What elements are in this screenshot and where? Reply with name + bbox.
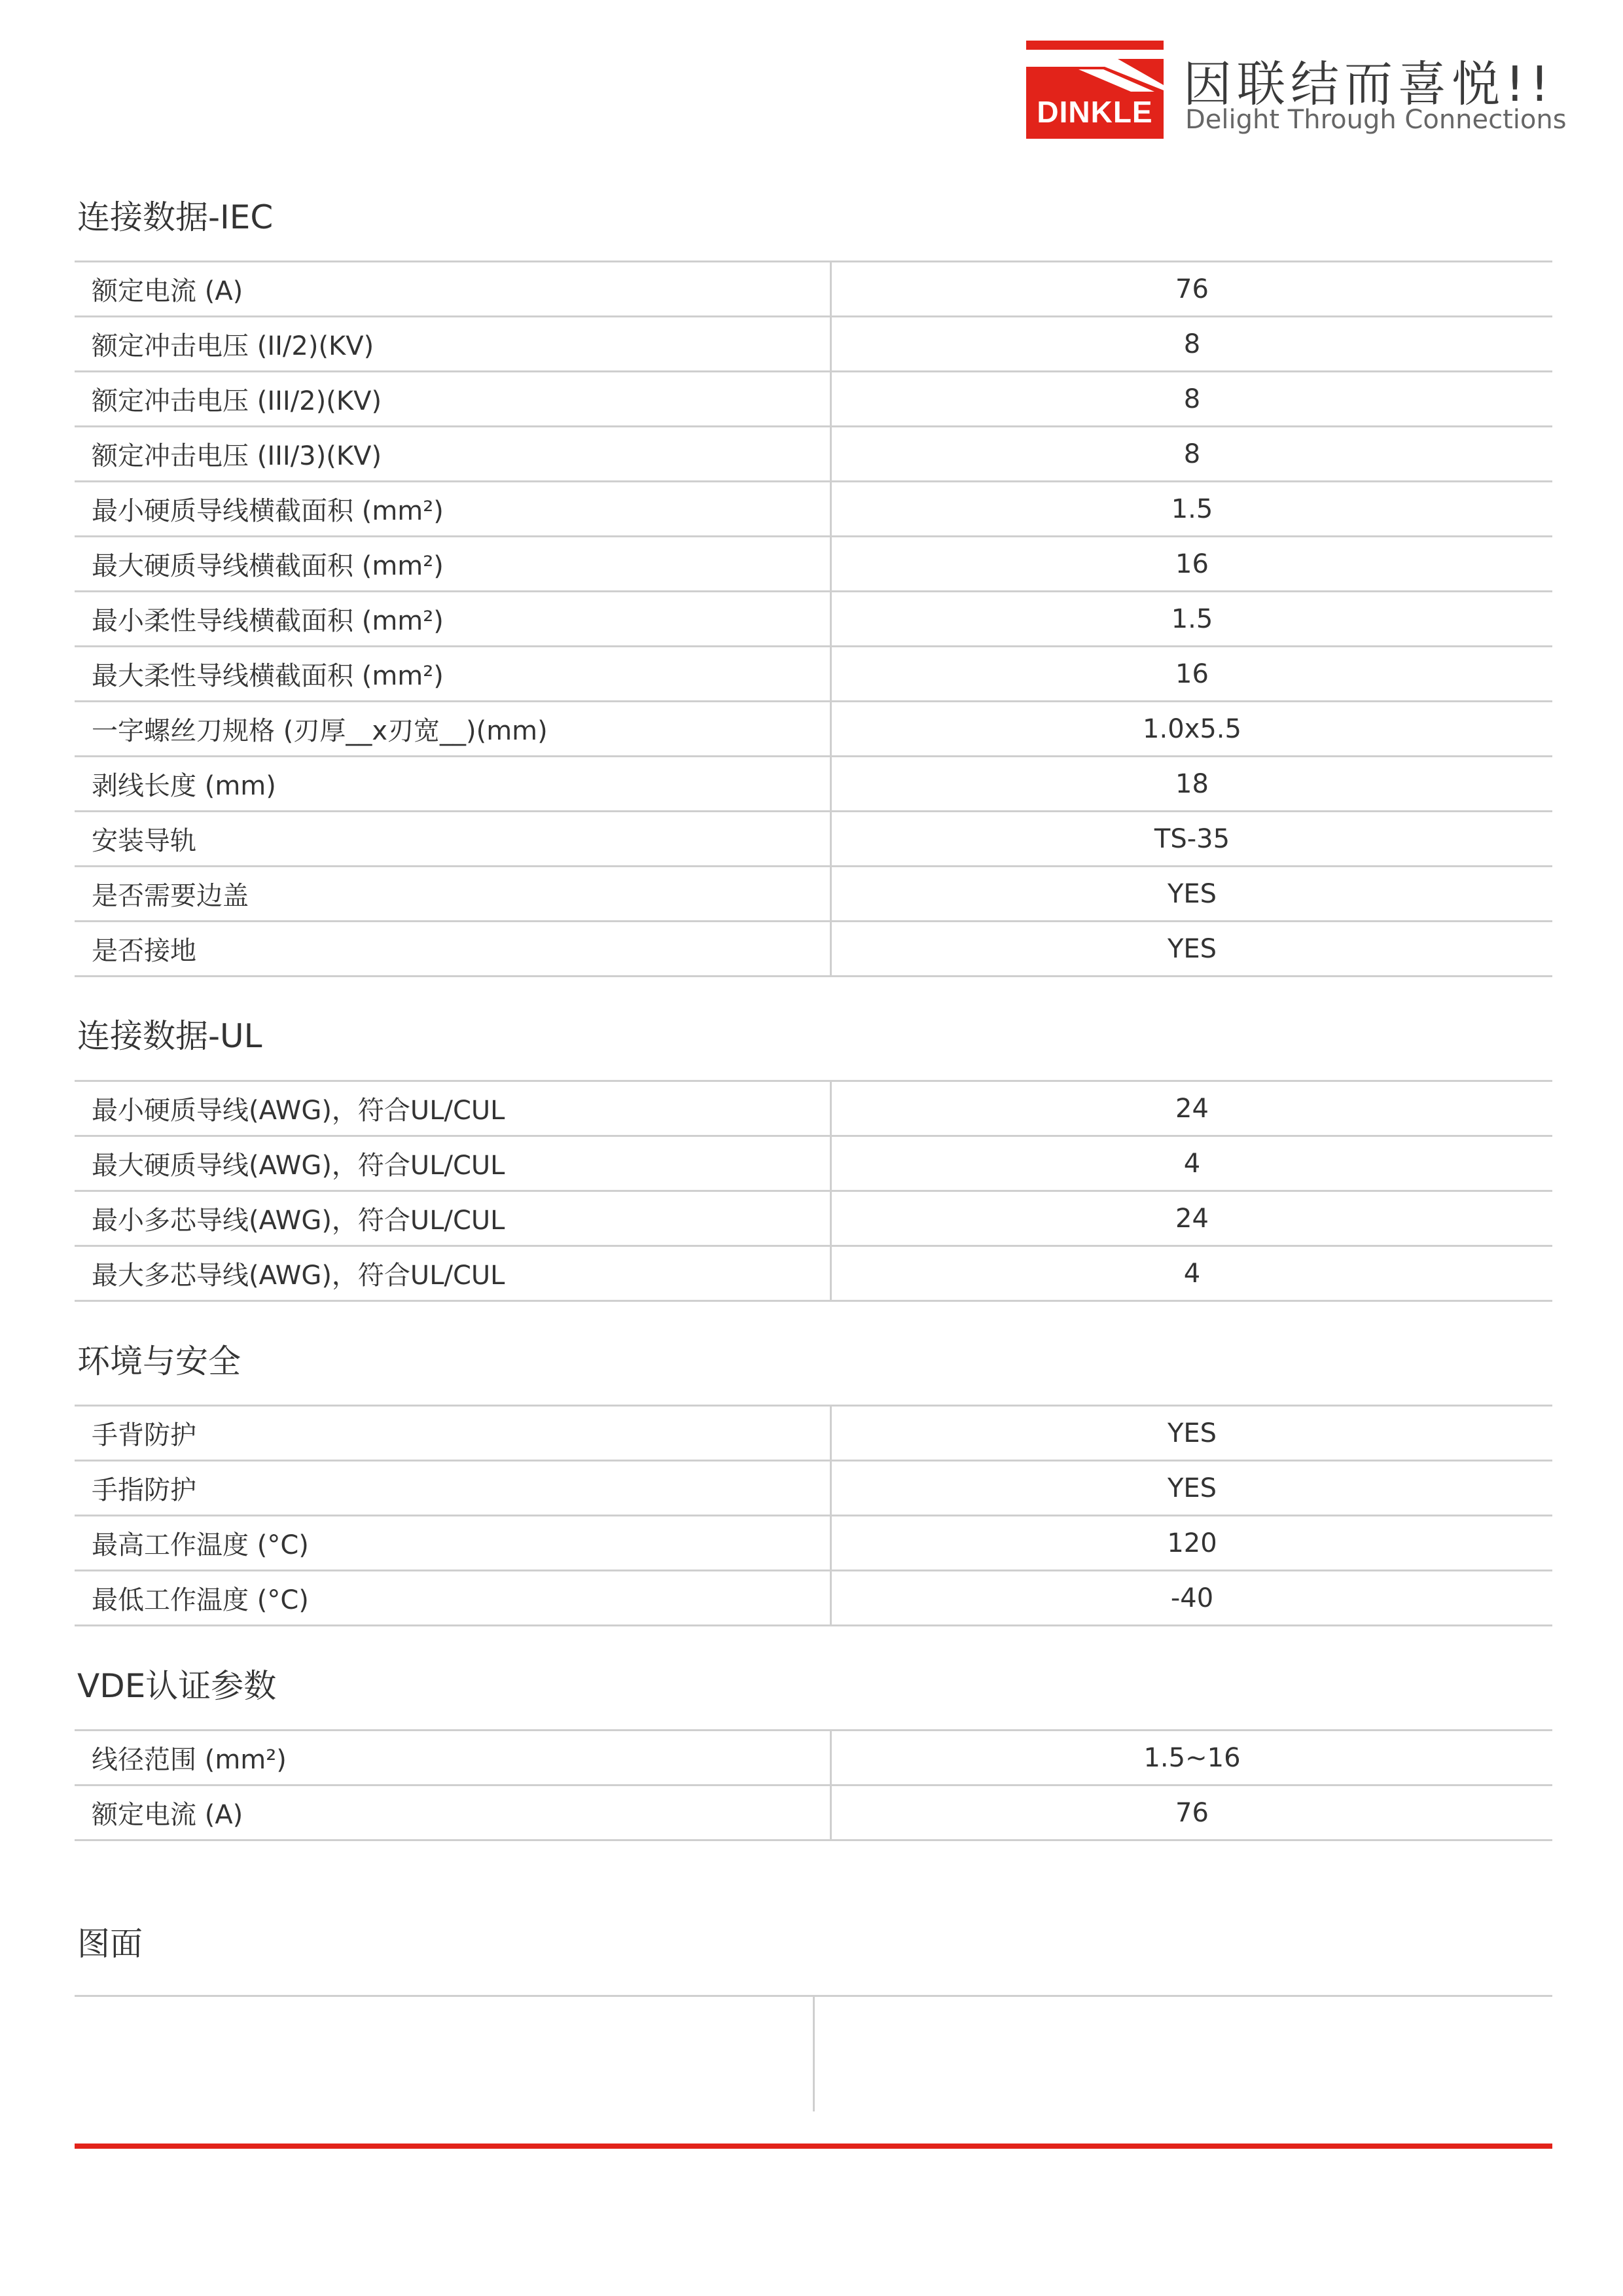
spec-table-vde bbox=[75, 1729, 1552, 1841]
dinkle-logo bbox=[1026, 41, 1164, 139]
table-row bbox=[75, 1406, 1552, 1461]
spec-value: 24 bbox=[831, 1081, 1553, 1136]
spec-value: 1.5~16 bbox=[831, 1731, 1553, 1785]
drawing-area bbox=[75, 1995, 1552, 2115]
spec-value: 16 bbox=[831, 537, 1553, 592]
spec-label: 最大多芯导线(AWG)，符合UL/CUL bbox=[75, 1246, 831, 1301]
table-row bbox=[75, 592, 1552, 647]
spec-label: 一字螺丝刀规格 (刃厚__x刃宽__)(mm) bbox=[75, 702, 831, 757]
table-row bbox=[75, 812, 1552, 867]
table-row bbox=[75, 317, 1552, 372]
spec-label: 最小柔性导线横截面积 (mm²) bbox=[75, 592, 831, 647]
table-row bbox=[75, 1785, 1552, 1840]
spec-value: TS-35 bbox=[831, 812, 1553, 867]
spec-value: 76 bbox=[831, 262, 1553, 317]
spec-label: 手背防护 bbox=[75, 1406, 831, 1461]
spec-value: 76 bbox=[831, 1785, 1553, 1840]
spec-value: 8 bbox=[831, 372, 1553, 427]
spec-label: 最低工作温度 (°C) bbox=[75, 1571, 831, 1626]
spec-value: YES bbox=[831, 867, 1553, 922]
table-row bbox=[75, 1246, 1552, 1301]
table-row bbox=[75, 1081, 1552, 1136]
spec-value: 18 bbox=[831, 757, 1553, 812]
slogan-english: Delight Through Connections bbox=[1185, 105, 1567, 135]
spec-label: 额定电流 (A) bbox=[75, 262, 831, 317]
spec-value: YES bbox=[831, 922, 1553, 977]
spec-table-ul bbox=[75, 1080, 1552, 1302]
spec-label: 手指防护 bbox=[75, 1461, 831, 1516]
table-row bbox=[75, 1731, 1552, 1785]
spec-label: 是否需要边盖 bbox=[75, 867, 831, 922]
spec-label: 线径范围 (mm²) bbox=[75, 1731, 831, 1785]
spec-value: 16 bbox=[831, 647, 1553, 702]
spec-value: -40 bbox=[831, 1571, 1553, 1626]
table-row bbox=[75, 482, 1552, 537]
spec-label: 最大柔性导线横截面积 (mm²) bbox=[75, 647, 831, 702]
spec-value: 8 bbox=[831, 427, 1553, 482]
table-row bbox=[75, 647, 1552, 702]
spec-label: 最大硬质导线(AWG)，符合UL/CUL bbox=[75, 1136, 831, 1191]
spec-label: 最小多芯导线(AWG)，符合UL/CUL bbox=[75, 1191, 831, 1246]
section-title-iec: 连接数据-IEC bbox=[77, 198, 274, 236]
section-title-ul: 连接数据-UL bbox=[77, 1017, 262, 1055]
spec-label: 安装导轨 bbox=[75, 812, 831, 867]
table-row bbox=[75, 1191, 1552, 1246]
table-row bbox=[75, 757, 1552, 812]
spec-value: YES bbox=[831, 1461, 1553, 1516]
footer-accent-line bbox=[75, 2144, 1552, 2149]
table-row bbox=[75, 1571, 1552, 1626]
spec-label: 额定电流 (A) bbox=[75, 1785, 831, 1840]
spec-value: 120 bbox=[831, 1516, 1553, 1571]
spec-value: 1.5 bbox=[831, 592, 1553, 647]
spec-value: 8 bbox=[831, 317, 1553, 372]
spec-label: 额定冲击电压 (II/2)(KV) bbox=[75, 317, 831, 372]
table-row bbox=[75, 427, 1552, 482]
table-row bbox=[75, 372, 1552, 427]
table-row bbox=[75, 702, 1552, 757]
spec-label: 额定冲击电压 (III/2)(KV) bbox=[75, 372, 831, 427]
spec-label: 是否接地 bbox=[75, 922, 831, 977]
spec-value: 24 bbox=[831, 1191, 1553, 1246]
logo-text: DINKLE bbox=[1037, 95, 1153, 129]
slogan-chinese: 因联结而喜悦!! bbox=[1183, 56, 1555, 113]
table-row bbox=[75, 922, 1552, 977]
spec-value: 1.0x5.5 bbox=[831, 702, 1553, 757]
spec-label: 剥线长度 (mm) bbox=[75, 757, 831, 812]
spec-table-environment bbox=[75, 1405, 1552, 1626]
spec-table-iec bbox=[75, 260, 1552, 977]
spec-label: 最大硬质导线横截面积 (mm²) bbox=[75, 537, 831, 592]
spec-label: 最高工作温度 (°C) bbox=[75, 1516, 831, 1571]
spec-label: 最小硬质导线横截面积 (mm²) bbox=[75, 482, 831, 537]
section-title-environment: 环境与安全 bbox=[77, 1342, 241, 1380]
table-row bbox=[75, 1136, 1552, 1191]
spec-value: 4 bbox=[831, 1246, 1553, 1301]
drawing-divider bbox=[813, 1997, 815, 2111]
spec-label: 最小硬质导线(AWG)，符合UL/CUL bbox=[75, 1081, 831, 1136]
section-title-vde: VDE认证参数 bbox=[77, 1667, 277, 1705]
spec-label: 额定冲击电压 (III/3)(KV) bbox=[75, 427, 831, 482]
section-title-drawing: 图面 bbox=[77, 1925, 143, 1963]
spec-value: YES bbox=[831, 1406, 1553, 1461]
table-row bbox=[75, 867, 1552, 922]
table-row bbox=[75, 537, 1552, 592]
table-row bbox=[75, 262, 1552, 317]
spec-value: 1.5 bbox=[831, 482, 1553, 537]
table-row bbox=[75, 1461, 1552, 1516]
spec-value: 4 bbox=[831, 1136, 1553, 1191]
table-row bbox=[75, 1516, 1552, 1571]
